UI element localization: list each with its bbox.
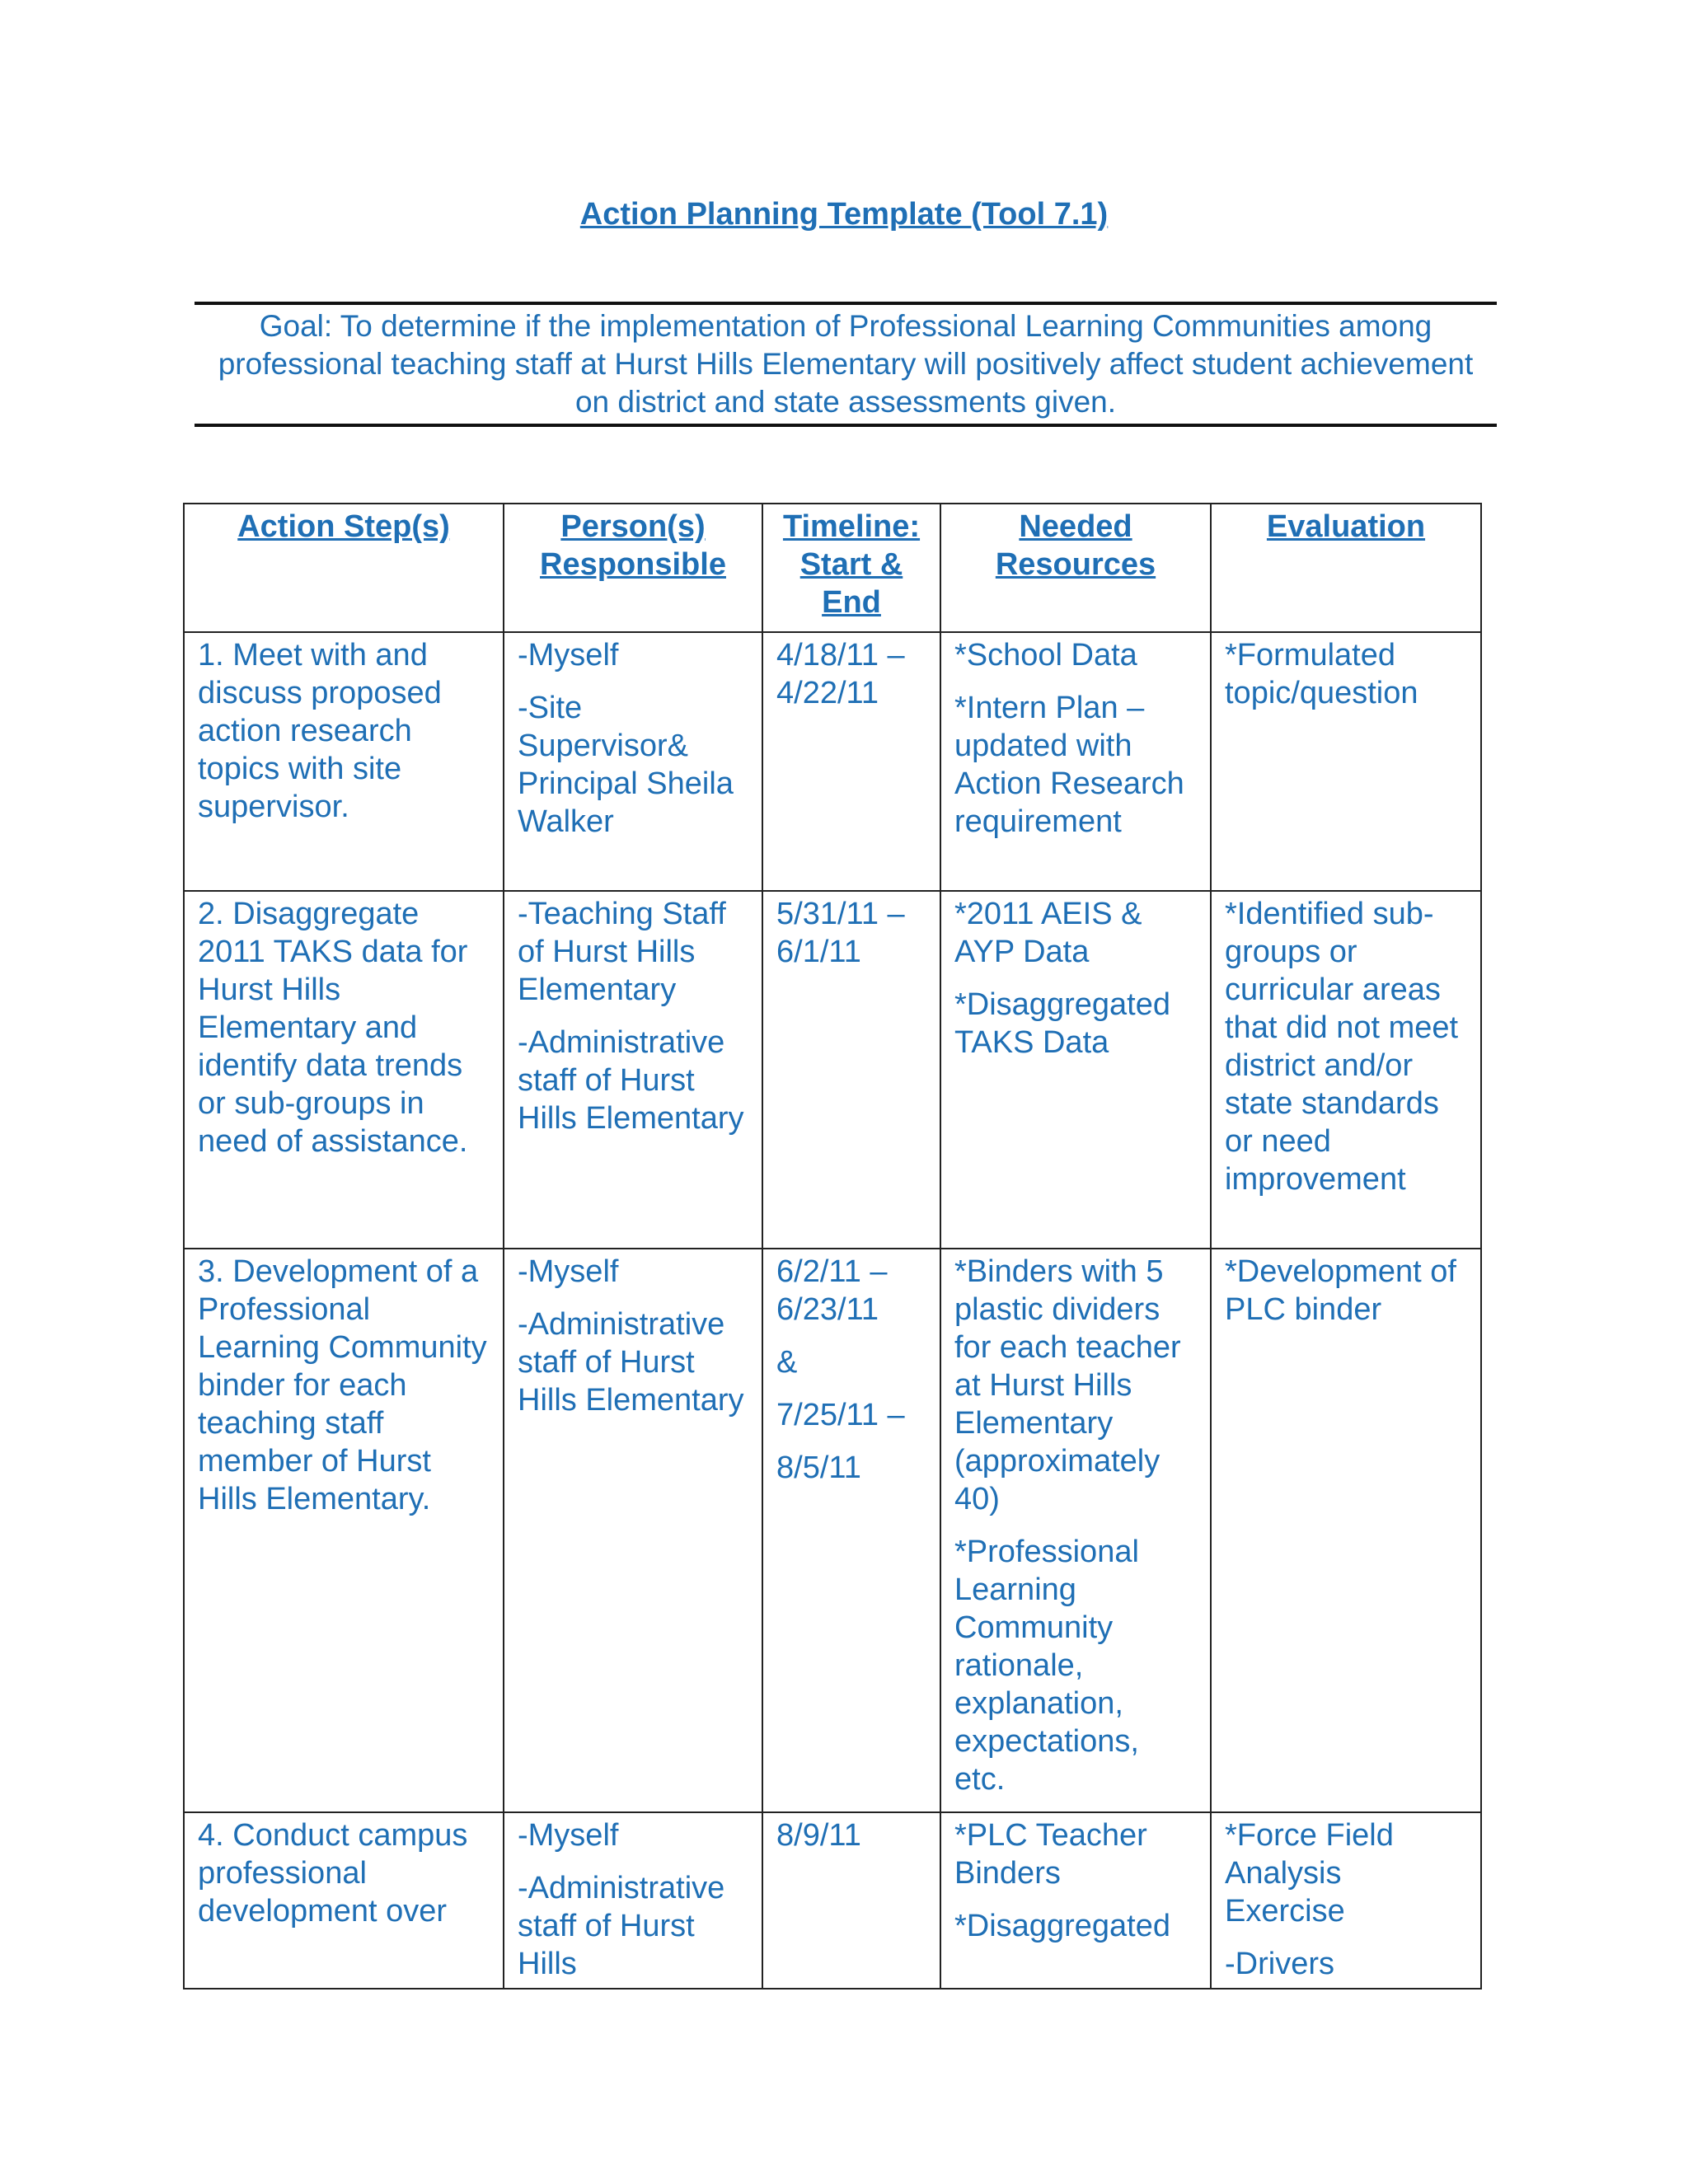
cell-text: -Site Supervisor& Principal Sheila Walker (518, 691, 734, 839)
timeline-cell (762, 891, 940, 1249)
table-row (184, 891, 1481, 1249)
header-needed-resources: Needed Resources (940, 504, 1211, 632)
cell-text: *Formulated topic/question (1225, 638, 1418, 710)
cell-text: 1. Meet with and discuss proposed action research topics with site supervisor. (198, 638, 442, 824)
persons-cell (504, 891, 762, 1249)
cell-text: *Development of PLC binder (1225, 1254, 1456, 1327)
cell-text: *School Data (954, 638, 1137, 673)
table-header-row (184, 504, 1481, 632)
action-step-cell (184, 1812, 504, 1989)
evaluation-cell (1211, 1812, 1481, 1989)
cell-text: 6/2/11 – 6/23/11 (776, 1254, 888, 1327)
cell-text: 4/18/11 – 4/22/11 (776, 638, 905, 710)
persons-cell (504, 1812, 762, 1989)
resources-cell (940, 1812, 1211, 1989)
timeline-cell (762, 632, 940, 891)
cell-text: -Myself (518, 1254, 619, 1289)
action-step-cell (184, 891, 504, 1249)
table-row (184, 632, 1481, 891)
cell-text: -Administrative staff of Hurst Hills Elementary (518, 1025, 744, 1136)
cell-text: -Drivers (1225, 1947, 1334, 1981)
action-step-cell (184, 1249, 504, 1812)
action-plan-table (183, 503, 1482, 1990)
goal-statement: Goal: To determine if the implementation of Professional Learning Communities among professional teaching staff at Hurst Hills Elementary will positively affect student achievement on district and state assessments given. (218, 309, 1474, 419)
header-timeline: Timeline: Start & End (762, 504, 940, 632)
evaluation-cell (1211, 632, 1481, 891)
cell-text: -Teaching Staff of Hurst Hills Elementary (518, 897, 726, 1007)
cell-text: -Administrative staff of Hurst Hills Elementary (518, 1307, 744, 1418)
evaluation-cell (1211, 891, 1481, 1249)
cell-text: *Professional Learning Community rationale, explanation, expectations, etc. (954, 1535, 1139, 1797)
header-persons-responsible: Person(s) Responsible (504, 504, 762, 632)
table-row (184, 1812, 1481, 1989)
cell-text: & (776, 1345, 798, 1380)
cell-text: *Identified sub-groups or curricular areas that did not meet district and/or state standards or need improvement (1225, 897, 1459, 1197)
cell-text: 8/5/11 (776, 1451, 861, 1485)
goal-statement-box (195, 302, 1497, 427)
resources-cell (940, 1249, 1211, 1812)
header-action-steps: Action Step(s) (184, 504, 504, 632)
timeline-cell (762, 1249, 940, 1812)
cell-text: *Disaggregated TAKS Data (954, 987, 1170, 1060)
header-evaluation: Evaluation (1211, 504, 1481, 632)
evaluation-cell (1211, 1249, 1481, 1812)
cell-text: *Disaggregated (954, 1909, 1170, 1943)
persons-cell (504, 1249, 762, 1812)
action-step-cell (184, 632, 504, 891)
cell-text: 3. Development of a Professional Learning Community binder for each teaching staff member of Hurst Hills Elementary. (198, 1254, 487, 1516)
cell-text: -Myself (518, 1818, 619, 1853)
cell-text: 4. Conduct campus professional development over (198, 1818, 468, 1929)
cell-text: -Myself (518, 638, 619, 673)
resources-cell (940, 632, 1211, 891)
cell-text: -Administrative staff of Hurst Hills (518, 1871, 725, 1981)
cell-text: *PLC Teacher Binders (954, 1818, 1147, 1891)
resources-cell (940, 891, 1211, 1249)
document-title: Action Planning Template (Tool 7.1) (579, 197, 1109, 232)
table-row (184, 1249, 1481, 1812)
cell-text: *2011 AEIS & AYP Data (954, 897, 1142, 969)
cell-text: *Force Field Analysis Exercise (1225, 1818, 1394, 1929)
cell-text: 8/9/11 (776, 1818, 861, 1853)
persons-cell (504, 632, 762, 891)
cell-text: *Intern Plan – updated with Action Research requirement (954, 691, 1184, 839)
cell-text: 2. Disaggregate 2011 TAKS data for Hurst Hills Elementary and identify data trends or sub-groups in need of assistance. (198, 897, 468, 1159)
cell-text: 7/25/11 – (776, 1398, 905, 1432)
cell-text: *Binders with 5 plastic dividers for each teacher at Hurst Hills Elementary (approximately 40) (954, 1254, 1181, 1516)
cell-text: 5/31/11 – 6/1/11 (776, 897, 905, 969)
timeline-cell (762, 1812, 940, 1989)
